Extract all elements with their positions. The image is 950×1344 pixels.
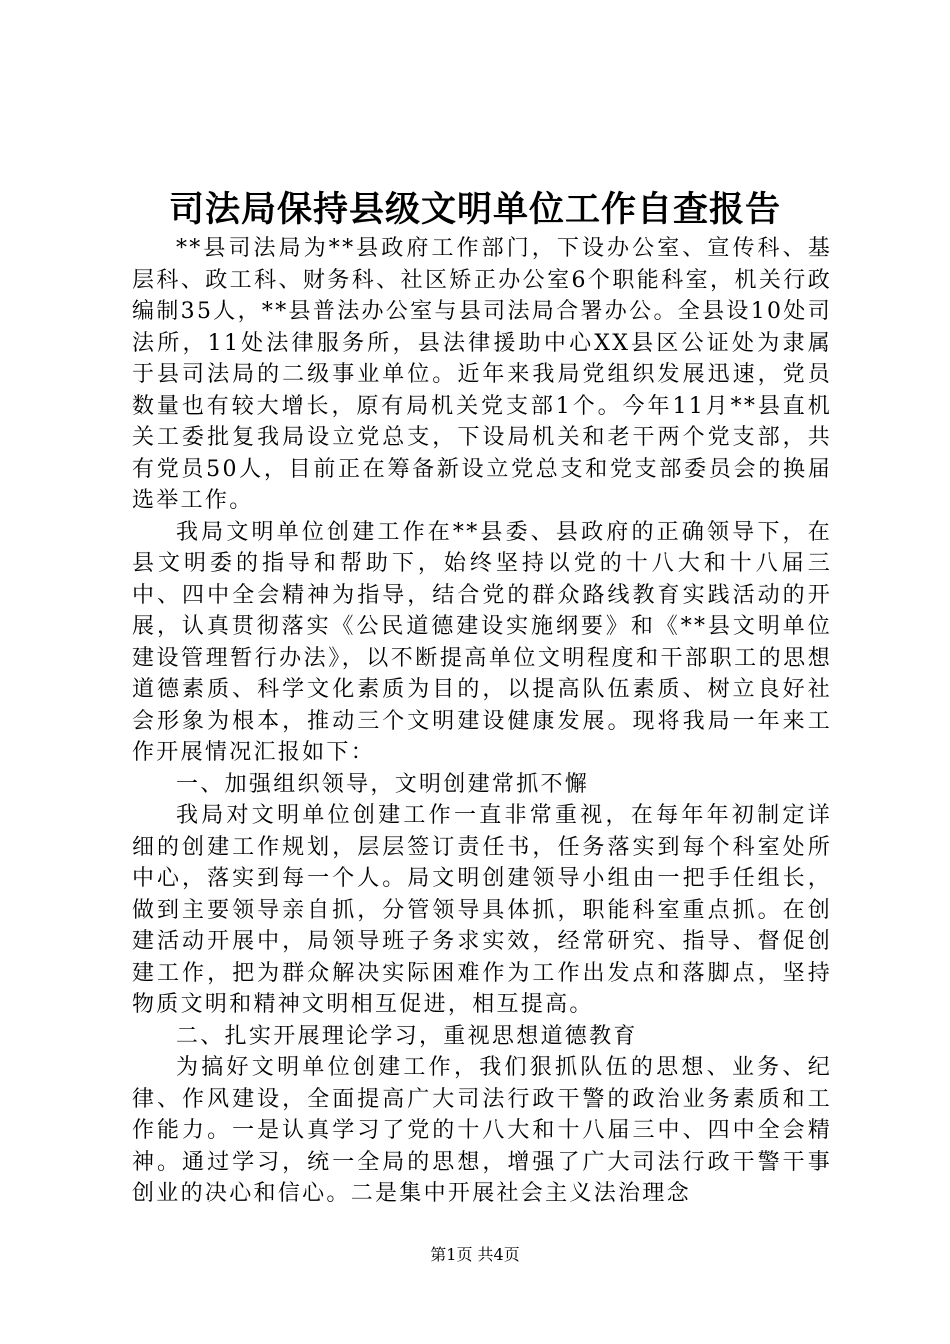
paragraph-overview: 我局文明单位创建工作在**县委、县政府的正确领导下，在县文明委的指导和帮助下，始终坚持以党的十八大和十八届三中、四中全会精神为指导，结合党的群众路线教育实践活动的开展，认真贯彻落实《公民道德建设实施纲要》和《**县文明单位建设管理暂行办法》，以不断提高单位文明程度和干部职工的思想道德素质、科学文化素质为目的，以提高队伍素质、树立良好社会形象为根本，推动三个文明建设健康发展。现将我局一年来工作开展情况汇报如下： [132, 519, 832, 765]
document-body [132, 233, 832, 1210]
paragraph-section-1: 我局对文明单位创建工作一直非常重视，在每年年初制定详细的创建工作规划，层层签订责任书，任务落实到每个科室处所中心，落实到每一个人。局文明创建领导小组由一把手任组长，做到主要领导亲自抓，分管领导具体抓，职能科室重点抓。在创建活动开展中，局领导班子务求实效，经常研究、指导、督促创建工作，把为群众解决实际困难作为工作出发点和落脚点，坚持物质文明和精神文明相互促进，相互提高。 [132, 803, 832, 1017]
section-heading-2: 二、扎实开展理论学习，重视思想道德教育 [176, 1023, 638, 1049]
section-heading-1: 一、加强组织领导，文明创建常抓不懈 [176, 771, 590, 797]
page-footer: 第1页 共4页 [430, 1245, 520, 1264]
paragraph-section-2: 为搞好文明单位创建工作，我们狠抓队伍的思想、业务、纪律、作风建设，全面提高广大司法行政干警的政治业务素质和工作能力。一是认真学习了党的十八大和十八届三中、四中全会精神。通过学习，统一全局的思想，增强了广大司法行政干警干事创业的决心和信心。二是集中开展社会主义法治理念 [132, 1055, 832, 1206]
paragraph-intro: **县司法局为**县政府工作部门，下设办公室、宣传科、基层科、政工科、财务科、社区矫正办公室6个职能科室，机关行政编制35人，**县普法办公室与县司法局合署办公。全县设10处司法所，11处法律服务所，县法律援助中心XX县区公证处为隶属于县司法局的二级事业单位。近年来我局党组织发展迅速，党员数量也有较大增长，原有局机关党支部1个。今年11月**县直机关工委批复我局设立党总支，下设局机关和老干两个党支部，共有党员50人，目前正在筹备新设立党总支和党支部委员会的换届选举工作。 [132, 236, 832, 513]
document-title: 司法局保持县级文明单位工作自查报告 [168, 190, 781, 230]
